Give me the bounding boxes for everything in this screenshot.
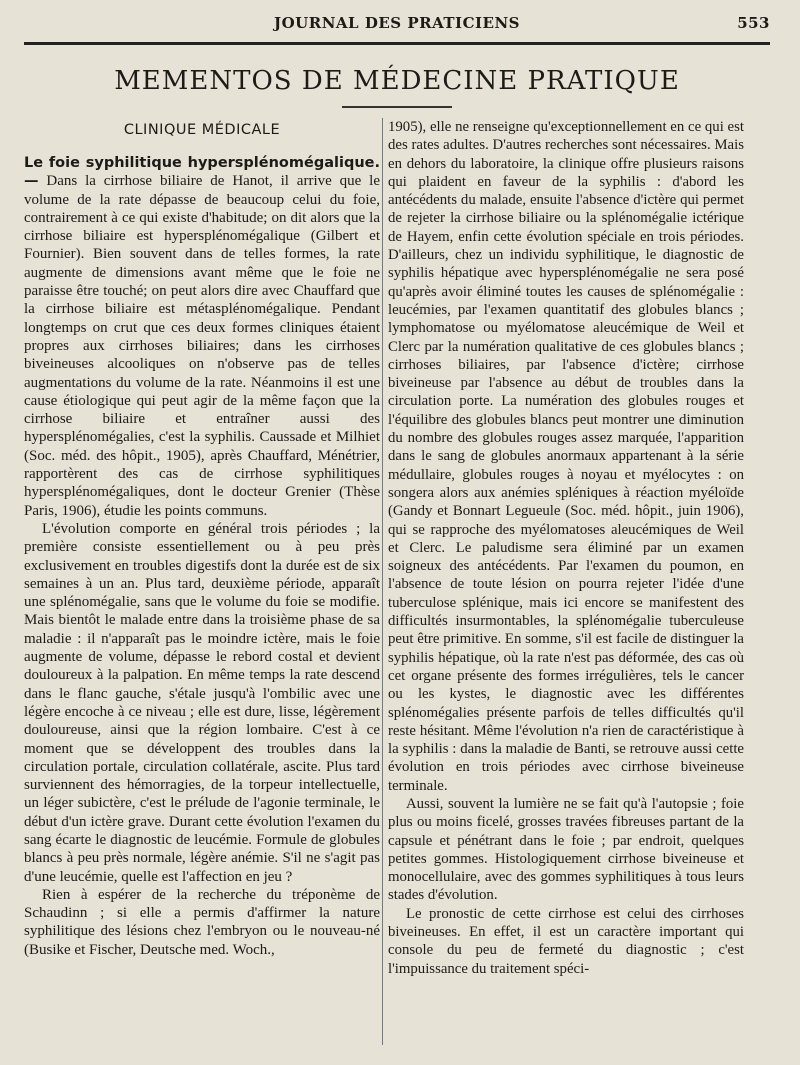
section-heading: CLINIQUE MÉDICALE <box>123 122 281 138</box>
header-rule <box>24 42 770 45</box>
title-rule <box>342 106 452 108</box>
subject-lead: Le foie syphilitique hypersplénomégalique. — <box>24 155 380 190</box>
paragraph-6: Le pronostic de cette cirrhose est celui des cirrhoses biveineuses. En effet, il est un caractère important qui console du peu de fermeté du diagnostic ; c'est l'impuissance du traitement spéci- <box>388 905 744 977</box>
paragraph-5: Aussi, souvent la lumière ne se fait qu'à l'autopsie ; foie plus ou moins ficelé, grosses travées fibreuses partant de la capsule et pénétrant dans le foie ; par endroit, quelques petites gommes. Histologiquement cirrhose biveineuse et monocellulaire, avec des gommes syphilitiques à tous leurs stades d'évolution. <box>388 795 744 904</box>
paragraph-2: L'évolution comporte en général trois périodes ; la première consiste essentiellement ou à peu près exclusivement en troubles digestifs dont la durée est de six semaines à un an. Plus tard, deuxième période, apparaît une splénomégalie, sans que le volume du foie se modifie. Mais bientôt le malade entre dans la troisième phase de sa maladie : il n'apparaît pas le moindre ictère, mais le foie augmente de volume, dépasse le rebord costal et devient douloureux à la palpation. En même temps la rate descend dans le flanc gauche, s'étale jusqu'à l'ombilic avec une légère encoche à ce niveau ; elle est dure, lisse, légèrement douloureuse, ainsi que la région lombaire. C'est à ce moment que se développent des troubles dans la circulation portale, circulation collatérale, ascite. Plus tard surviennent des hémorragies, de la torpeur intellectuelle, un léger subictère, c'est le prélude de l'agonie terminale, le début d'un ictère grave. Durant cette évolution l'examen du sang écarte le diagnostic de leucémie. Formule de globules blancs à peu près normale, légère anémie. S'il ne s'agit pas d'une leucémie, quelle est l'affection en jeu ? <box>24 520 380 885</box>
left-column <box>24 118 380 959</box>
running-header <box>24 8 770 36</box>
paragraph-1-text: Dans la cirrhose biliaire de Hanot, il arrive que le volume de la rate dépasse de beaucoup celui du foie, contrairement à ce qui existe d'habitude; on dit alors que la cirrhose biliaire est hypersplénomégalique (Gilbert et Fournier). Bien souvent dans de telles formes, la rate augmente de dimensions avant même que le foie ne paraisse être touché; on peut alors dire avec Chauffard que la cirrhose biliaire est métasplénomégalique. Pendant longtemps on crut que ces deux formes cliniques étaient propres aux cirrhoses biliaires; dans les cirrhoses biveineuses alcooliques on n'observe pas de telles augmentations du volume de la rate. Néanmoins il est une cause étiologique qui peut agir de la même façon que la cirrhose biliaire et entraîner aussi des hypersplénomégalies, c'est la syphilis. Caussade et Milhiet (Soc. méd. des hôpit., 1905), après Chauffard, Ménétrier, rapportèrent des cas de cirrhose syphilitiques hypersplénomégaliques, dont le docteur Grenier (Thèse Paris, 1906), étudie les points communs. <box>24 173 380 519</box>
page-number: 553 <box>737 14 770 32</box>
journal-title: JOURNAL DES PRATICIENS <box>274 14 520 32</box>
page-title: MEMENTOS DE MÉDECINE PRATIQUE <box>114 66 680 96</box>
paragraph-3: Rien à espérer de la recherche du tréponème de Schaudinn ; si elle a permis d'affirmer la nature syphilitique des lésions chez l'embryon ou le nouveau-né (Busike et Fischer, Deutsche med. Woch., <box>24 886 380 958</box>
two-column-body <box>24 118 770 1065</box>
paragraph-1 <box>24 154 380 520</box>
right-column <box>388 118 744 978</box>
column-divider <box>382 118 383 1045</box>
paragraph-4: 1905), elle ne renseigne qu'exceptionnellement en ce qui est des rates adultes. D'autres recherches sont nécessaires. Mais en dehors du laboratoire, la clinique offre plusieurs raisons qui plaident en faveur de la syphilis : d'abord les antécédents du malade, ensuite l'absence d'ictère qui permet de rejeter la cirrhose biliaire ou la splénomégalie ictérique de Hayem, enfin cette évolution spéciale en trois périodes. D'ailleurs, chez un individu syphilitique, le diagnostic de syphilis hépatique avec hypersplénomégalie ne sera posé qu'après avoir éliminé toutes les causes de splénomégalie : leucémies, par l'examen quantitatif des globules blancs ; lymphomatose ou myélomatose aleucémique de Weil et Clerc par la numération qualitative de ces globules blancs ; cirrhoses biliaires, par l'absence d'ictère; cirrhose biveineuse par l'absence au début de troubles dans la circulation porte. La numération des globules rouges et l'équilibre des globules blancs peut montrer une diminution du nombre des globules rouges assez marquée, l'apparition dans le sang de globules anormaux appartenant à la série médullaire, globules rouges à noyau et myélocytes : on songera alors aux anémies spléniques à réaction myéloïde (Gandy et Bonnart Legueule (Soc. méd. hôpit., juin 1906), qui se rapproche des myélomatoses aleucémiques de Weil et Clerc. Le paludisme sera éliminé par un examen soigneux des antécédents. Par l'examen du poumon, en l'absence de toute lésion on pourra rejeter l'idée d'une tuberculose splénique, mais ici encore se manifestent des difficultés insurmontables, la splénomégalie tuberculeuse peut être primitive. En somme, s'il est facile de distinguer la syphilis hépatique, où la rate n'est pas déformée, des cas où cet organe présente des formes irrégulières, tels le cancer ou les kystes, le diagnostic avec les différentes splénomégalies présente parfois de telles difficultés qu'il reste hésitant. Même l'évolution n'a rien de caractéristique à la syphilis : dans la maladie de Banti, se retrouve aussi cette évolution en trois périodes avec cirrhose biveineuse terminale. <box>388 119 744 794</box>
